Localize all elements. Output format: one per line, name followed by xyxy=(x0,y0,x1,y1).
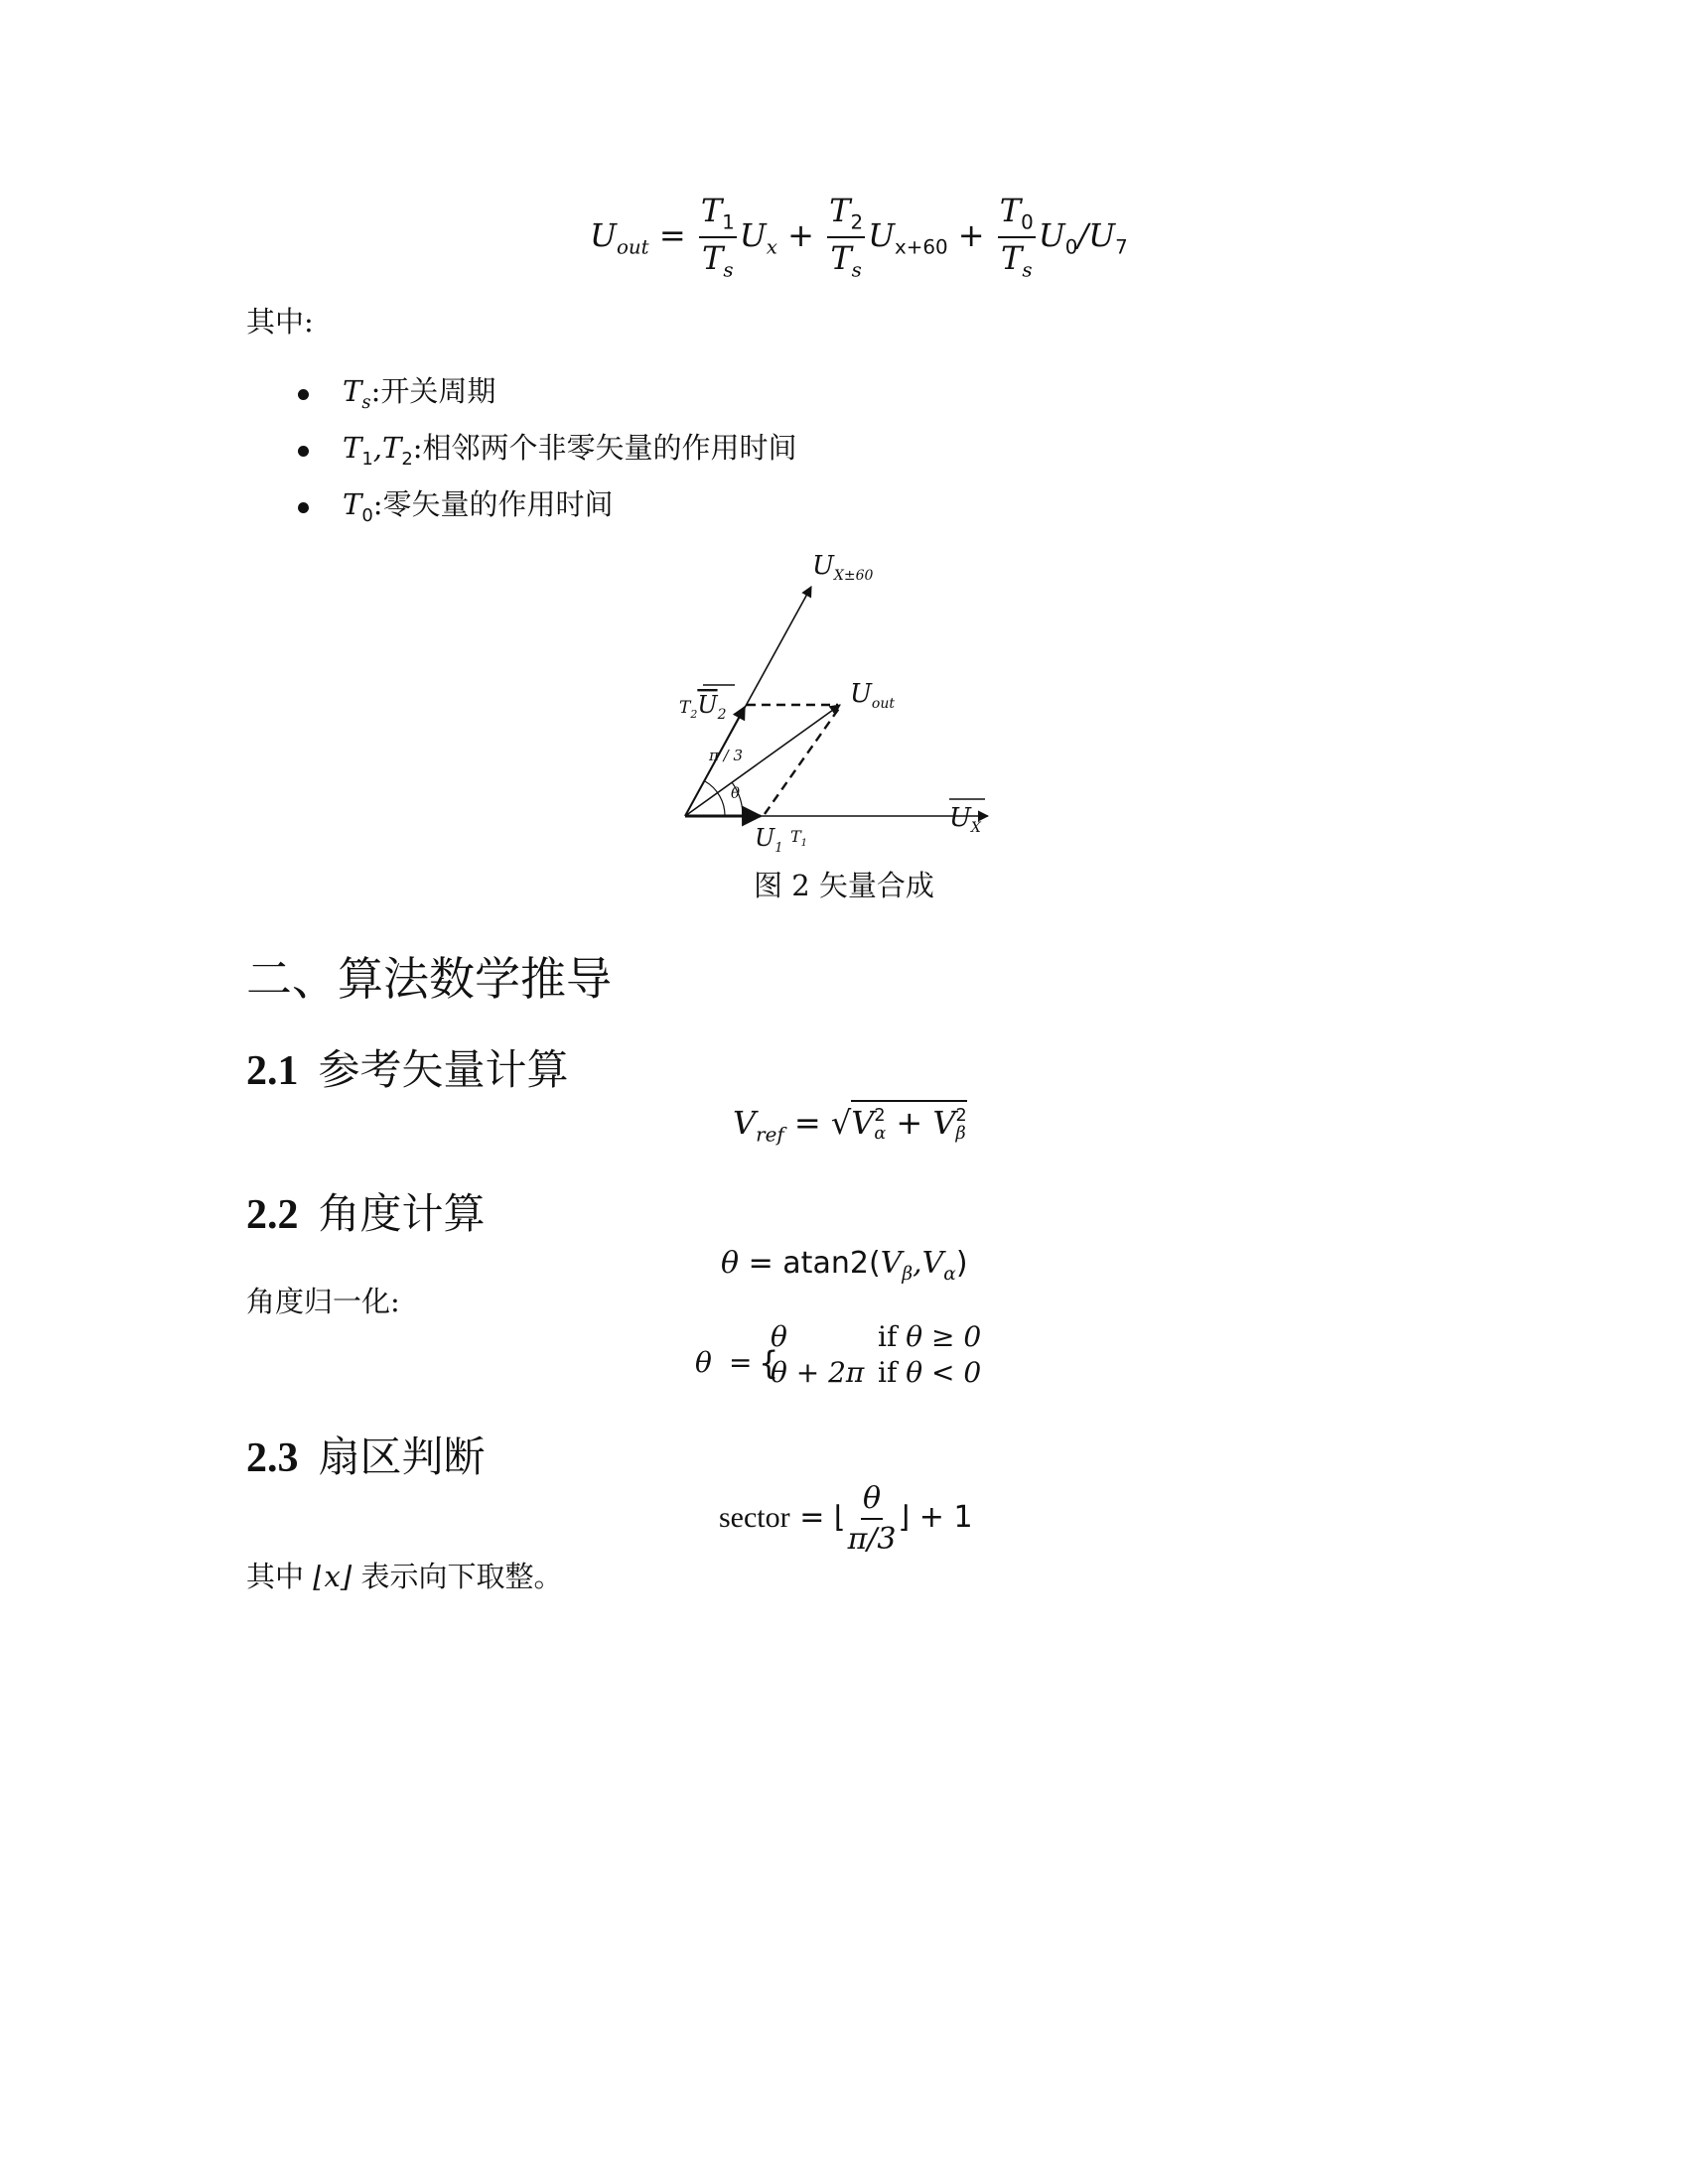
label-ux: $U_X$ xyxy=(949,803,981,836)
label-t2u2: $T_2U_2$ xyxy=(679,691,727,723)
bullet-dot xyxy=(298,502,309,513)
subsection-2-2: 2.2 角度计算 xyxy=(246,1189,486,1238)
dashed-right xyxy=(765,707,840,814)
bullet-t0: $T_0$:零矢量的作用时间 xyxy=(343,487,614,526)
label-ux60: $U_{X\pm 60}$ xyxy=(812,551,874,584)
subsection-2-3: 2.3 扇区判断 xyxy=(246,1433,486,1481)
eq-lhs: $U_{out}$ xyxy=(590,216,649,259)
vector-synthesis-figure xyxy=(665,546,1023,864)
label-t1: $T_1$ xyxy=(790,827,808,849)
frac-theta-pi3: $\frac{\theta}{\pi/3}$ xyxy=(847,1481,897,1557)
frac-t2-ts: $\frac{T_2}{T_s}$ xyxy=(829,192,864,282)
normalization-label: 角度归一化: xyxy=(246,1285,400,1318)
arc-pi3 xyxy=(705,781,725,816)
equation-vref: $V_{ref} = √V$ 2 α + V 2 β xyxy=(733,1104,967,1146)
bullet-dot xyxy=(298,389,309,400)
where-label: 其中: xyxy=(246,305,314,339)
label-u1: $U_1$ xyxy=(755,824,783,856)
figure-caption: 图 2 矢量合成 xyxy=(754,869,934,902)
bullet-t1t2: $T_1,T_2$:相邻两个非零矢量的作用时间 xyxy=(343,431,797,470)
label-uout: $U_{out}$ xyxy=(850,679,895,712)
eq-equals: = xyxy=(658,216,696,255)
equation-theta: $\theta = atan2(V_\beta,V_\alpha)$ xyxy=(721,1246,968,1285)
label-pi3: π / 3 xyxy=(709,747,743,764)
label-theta: θ xyxy=(731,784,741,802)
equation-sector: sector = ⌊ $\frac{\theta}{\pi/3}$ ⌋ + 1 xyxy=(719,1481,973,1557)
frac-t0-ts: $\frac{T_0}{T_s}$ xyxy=(999,192,1034,282)
bullet-dot xyxy=(298,446,309,457)
equation-uout: $U_{out}$ = $\frac{T_1}{T_s}$ $U_x$ + $\frac{T_2}{T_s}$ $U_{x+60}$ + $\frac{T_0}{T_s}$ $U_0/U_7$ xyxy=(590,192,1128,282)
frac-t1-ts: $\frac{T_1}{T_s}$ xyxy=(700,192,735,282)
section-title: 二、算法数学推导 xyxy=(246,952,612,1006)
floor-note: 其中 ⌊x⌋ 表示向下取整。 xyxy=(246,1560,563,1593)
subsection-2-1: 2.1 参考矢量计算 xyxy=(246,1045,569,1094)
bullet-ts: $T_s$:开关周期 xyxy=(343,374,496,413)
